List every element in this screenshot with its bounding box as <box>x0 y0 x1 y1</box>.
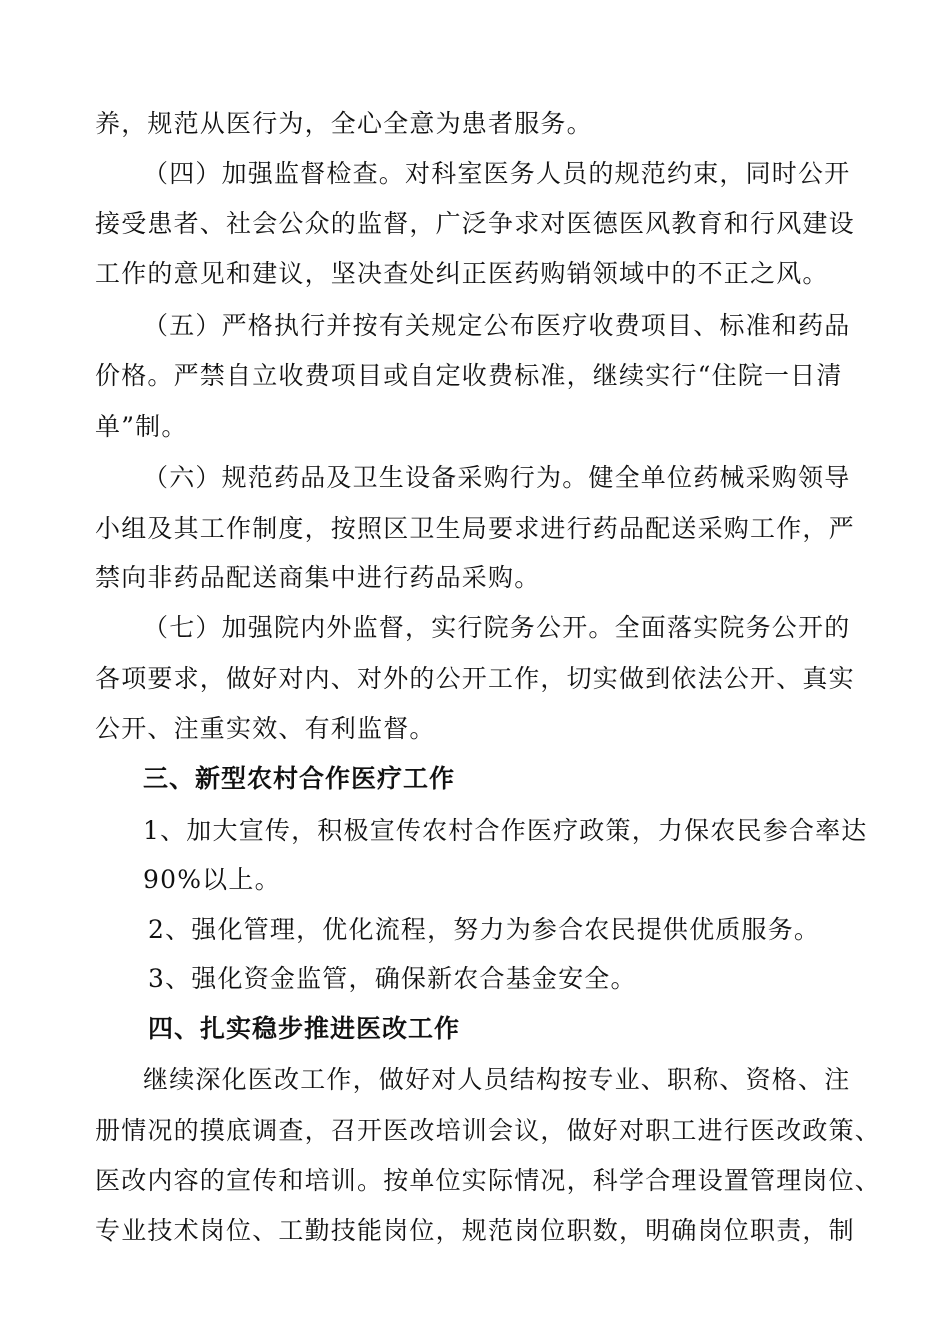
text-line: （五）严格执行并按有关规定公布医疗收费项目、标准和药品 <box>143 311 851 340</box>
text-line: 1、加大宣传，积极宣传农村合作医疗政策，力保农民参合率达 <box>143 816 868 845</box>
text-line: 养，规范从医行为，全心全意为患者服务。 <box>95 109 593 138</box>
text-line: 公开、注重实效、有利监督。 <box>95 714 436 743</box>
section-heading: 三、新型农村合作医疗工作 <box>143 764 456 793</box>
text-line: 3、强化资金监管，确保新农合基金安全。 <box>148 964 637 993</box>
text-line: 工作的意见和建议，坚决查处纠正医药购销领域中的不正之风。 <box>95 259 829 288</box>
text-line: 单”制。 <box>95 412 188 441</box>
text-line: 小组及其工作制度，按照区卫生局要求进行药品配送采购工作，严 <box>95 514 855 543</box>
text-line: 2、强化管理，优化流程，努力为参合农民提供优质服务。 <box>148 915 821 944</box>
section-heading: 四、扎实稳步推进医改工作 <box>148 1014 461 1043</box>
text-line: 医改内容的宣传和培训。按单位实际情况，科学合理设置管理岗位、 <box>95 1166 882 1195</box>
text-line: （六）规范药品及卫生设备采购行为。健全单位药械采购领导 <box>143 463 851 492</box>
text-line: 册情况的摸底调查，召开医改培训会议，做好对职工进行医改政策、 <box>95 1116 882 1145</box>
text-line: 专业技术岗位、工勤技能岗位，规范岗位职数，明确岗位职责，制 <box>95 1216 855 1245</box>
text-line: 90%以上。 <box>143 865 281 894</box>
text-line: 价格。严禁自立收费项目或自定收费标准，继续实行“住院一日清 <box>95 361 843 390</box>
text-line: （七）加强院内外监督，实行院务公开。全面落实院务公开的 <box>143 613 851 642</box>
text-line: 继续深化医改工作，做好对人员结构按专业、职称、资格、注 <box>143 1065 851 1094</box>
text-line: 接受患者、社会公众的监督，广泛争求对医德医风教育和行风建设 <box>95 209 855 238</box>
text-line: 各项要求，做好对内、对外的公开工作，切实做到依法公开、真实 <box>95 664 855 693</box>
text-line: （四）加强监督检查。对科室医务人员的规范约束，同时公开 <box>143 159 851 188</box>
text-line: 禁向非药品配送商集中进行药品采购。 <box>95 563 541 592</box>
